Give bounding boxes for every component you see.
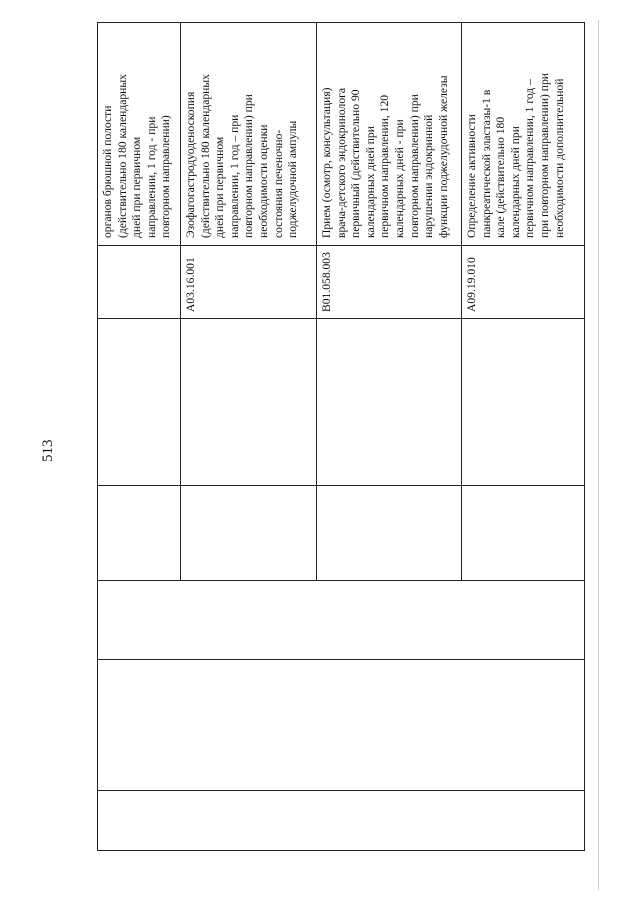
row-2-code: A03.16.001 [184,257,197,312]
row-divider-3 [316,22,317,581]
page-number: 513 [40,439,56,462]
row-4-description: Определение активности панкреатической эластазы-1 в кале (действительно 180 календарных дней при первичном направлении, 1 год – при повторном направлении) при необходимости дополнительной [465,73,566,238]
column-line-description [97,245,584,246]
table-border-right [584,22,585,851]
column-line-empty-2 [97,485,584,486]
row-2-description: Эзофагогастродуоденоскопия (действительно 180 календарных дней при первичном направлении, 1 год – при повторном направлении) при необходимости оценки состояния печеночно- поджелудочной ампулы [184,74,300,238]
row-3-description: Прием (осмотр, консультация) врача-детского эндокринолога первичный (действительно 90 календарных дней при первичном направлении, 120 календарных дней - при повторном направлении) при нарушении эндокринной функции поджелудочной железы [320,75,450,238]
column-divider-2 [97,659,584,660]
column-line-empty-1 [97,318,584,319]
table-border-bottom [97,850,584,851]
row-4-code: A09.19.010 [465,257,478,312]
row-divider-2 [180,22,181,581]
scan-edge [598,20,599,890]
column-divider-1 [97,580,584,581]
row-divider-4 [461,22,462,581]
row-1-description: органов брюшной полости (действительно 180 календарных дней при первичном направлении, 1 год - при повторном направлении) [101,74,173,238]
column-divider-3 [97,790,584,791]
row-3-code: B01.058.003 [320,252,333,312]
table-border-top [97,22,584,23]
row-divider-1 [97,22,98,851]
